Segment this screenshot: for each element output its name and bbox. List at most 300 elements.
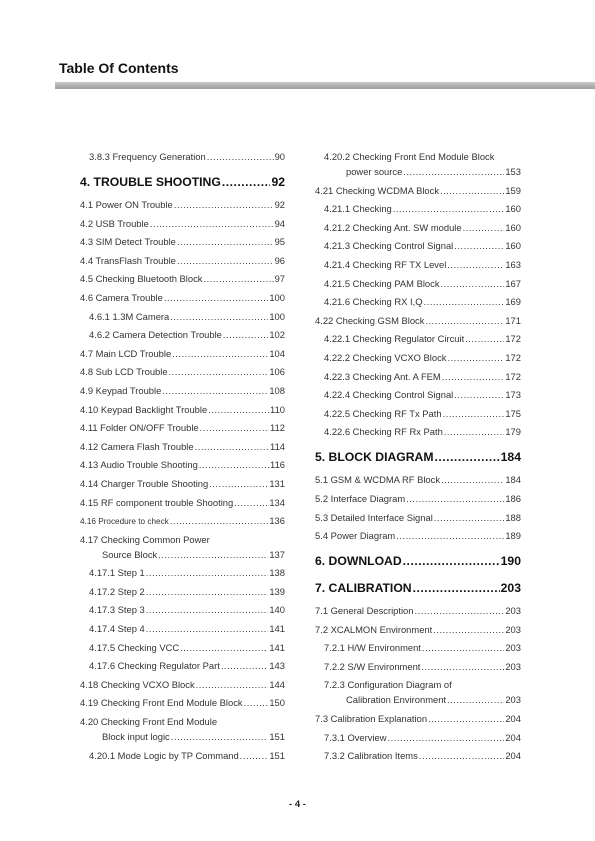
toc-entry-page: 137 [269, 548, 285, 560]
toc-entry-label: 7.3 Calibration Explanation [315, 713, 428, 725]
toc-entry[interactable] [80, 311, 285, 322]
toc-entry[interactable] [315, 315, 521, 326]
toc-entry-label: 4.21 Checking WCDMA Block [315, 184, 440, 196]
toc-entry-page: 188 [505, 511, 521, 523]
toc-entry-label: 4.6.2 Camera Detection Trouble [89, 329, 222, 341]
toc-entry-line [324, 203, 521, 214]
toc-entry-line [89, 660, 285, 671]
toc-entry-label: 4.6 Camera Trouble [80, 291, 163, 303]
dot-leader [413, 581, 500, 595]
toc-entry-line [315, 581, 521, 595]
toc-entry-page: 172 [505, 351, 521, 363]
toc-entry-label: 4.7 Main LCD Trouble [80, 347, 172, 359]
toc-entry-label: 4.17.3 Step 3 [89, 604, 145, 616]
toc-entry-line [315, 624, 521, 635]
dot-leader [444, 426, 505, 437]
toc-entry-label-continued: Calibration Environment [346, 694, 447, 706]
dot-leader [447, 259, 504, 270]
toc-entry-line [80, 731, 285, 742]
toc-entry[interactable] [80, 478, 285, 489]
toc-entry[interactable] [315, 605, 521, 616]
toc-entry-line [80, 199, 285, 210]
toc-entry-page: 143 [269, 660, 285, 672]
toc-entry-label: 4.20.1 Mode Logic by TP Command [89, 749, 239, 761]
toc-entry-page: 131 [269, 477, 285, 489]
toc-entry-line [80, 348, 285, 359]
dot-leader [203, 273, 273, 284]
toc-entry[interactable] [80, 716, 285, 742]
dot-leader [425, 315, 504, 326]
toc-entry-line [315, 493, 521, 504]
toc-entry-page: 134 [269, 496, 285, 508]
toc-entry-line [80, 697, 285, 708]
toc-entry-label: 5. BLOCK DIAGRAM [315, 450, 434, 465]
toc-entry[interactable] [80, 586, 285, 597]
toc-entry-page: 96 [274, 254, 285, 266]
toc-entry-label: 4.10 Keypad Backlight Trouble [80, 403, 208, 415]
toc-entry-label: 7.1 General Description [315, 605, 414, 617]
dot-leader [422, 642, 504, 653]
toc-entry[interactable] [315, 151, 521, 177]
toc-entry-page: 150 [269, 697, 285, 709]
toc-entry[interactable] [80, 218, 285, 229]
toc-entry-page: 167 [505, 277, 521, 289]
toc-entry[interactable] [315, 389, 521, 400]
toc-entry-line [80, 236, 285, 247]
toc-entry[interactable] [315, 642, 521, 653]
toc-entry-page: 116 [270, 459, 285, 471]
toc-entry[interactable] [80, 175, 285, 189]
toc-entry-page: 153 [505, 166, 521, 177]
toc-entry-page: 203 [505, 623, 521, 635]
toc-entry[interactable] [315, 474, 521, 485]
dot-leader [207, 151, 274, 162]
dot-leader [180, 642, 268, 653]
toc-entry-page: 100 [269, 310, 285, 322]
dot-leader [146, 567, 269, 578]
dot-leader [209, 478, 268, 489]
dot-leader [447, 352, 504, 363]
toc-entry[interactable] [315, 512, 521, 523]
dot-leader [150, 218, 274, 229]
dot-leader [146, 604, 269, 615]
toc-entry-label: 4.21.6 Checking RX I,Q [324, 296, 423, 308]
toc-entry[interactable] [80, 623, 285, 634]
toc-entry-line [324, 166, 521, 177]
toc-entry-line [324, 661, 521, 672]
toc-entry-label: 4.21.3 Checking Control Signal [324, 240, 454, 252]
toc-entry-line [80, 385, 285, 396]
toc-entry-label: 5.4 Power Diagram [315, 530, 396, 542]
dot-leader [454, 389, 504, 400]
page-title: Table Of Contents [59, 60, 179, 76]
toc-entry-label: 4.22.4 Checking Control Signal [324, 389, 454, 401]
header-rule [55, 82, 595, 89]
toc-entry[interactable] [315, 352, 521, 363]
toc-entry[interactable] [80, 404, 285, 415]
toc-entry-label: 4.22.2 Checking VCXO Block [324, 351, 447, 363]
toc-entry-label: 4.5 Checking Bluetooth Block [80, 273, 203, 285]
toc-entry-page: 92 [274, 199, 285, 210]
toc-entry[interactable] [315, 259, 521, 270]
toc-entry-label: 4.20.2 Checking Front End Module Block [324, 151, 495, 162]
toc-entry[interactable] [80, 697, 285, 708]
toc-entry-label: 4.21.1 Checking [324, 203, 392, 215]
toc-entry-line [89, 623, 285, 634]
toc-entry-page: 94 [274, 217, 285, 229]
toc-entry-label: 7.2.1 H/W Environment [324, 642, 421, 654]
toc-entry-label: 4.16 Procedure to check [80, 517, 169, 527]
toc-entry[interactable] [315, 450, 521, 464]
toc-entry[interactable] [80, 497, 285, 508]
dot-leader [223, 329, 268, 340]
toc-entry-page: 203 [505, 605, 521, 617]
toc-entry-label: 4.2 USB Trouble [80, 217, 149, 229]
toc-entry-line [315, 474, 521, 485]
dot-leader [396, 530, 504, 541]
toc-entry-label-continued: power source [346, 166, 403, 177]
toc-entry-label: 4.17.5 Checking VCC [89, 641, 180, 653]
toc-entry-label: 4.12 Camera Flash Trouble [80, 440, 194, 452]
toc-entry[interactable] [80, 660, 285, 671]
toc-entry-page: 172 [505, 333, 521, 345]
toc-entry[interactable] [80, 604, 285, 615]
dot-leader [441, 474, 504, 485]
toc-entry-line [324, 750, 521, 761]
toc-entry-line [80, 515, 285, 526]
toc-entry-page: 112 [270, 422, 285, 434]
toc-entry[interactable] [315, 679, 521, 705]
toc-entry-page: 172 [505, 370, 521, 382]
toc-entry-label: 4.4 TransFlash Trouble [80, 254, 176, 266]
toc-entry-label: 4.22.6 Checking RF Rx Path [324, 426, 443, 438]
toc-entry-line [80, 441, 285, 452]
toc-entry-line [80, 366, 285, 377]
toc-entry-page: 159 [505, 184, 521, 196]
toc-entry-page: 204 [505, 713, 521, 725]
toc-entry-page: 141 [269, 623, 285, 635]
dot-leader [222, 175, 271, 189]
toc-entry-page: 106 [269, 366, 285, 378]
toc-entry-line [315, 530, 521, 541]
dot-leader [433, 624, 504, 635]
toc-entry-line [324, 389, 521, 400]
toc-entry-page: 139 [269, 585, 285, 597]
toc-entry-label: 4.22 Checking GSM Block [315, 314, 425, 326]
toc-entry[interactable] [315, 408, 521, 419]
dot-leader [440, 185, 504, 196]
dot-leader [170, 515, 269, 526]
toc-entry-label: 4.17 Checking Common Power [80, 533, 210, 545]
toc-entry-line [80, 534, 285, 545]
dot-leader [435, 450, 500, 464]
toc-entry-label: 4. TROUBLE SHOOTING [80, 175, 221, 189]
dot-leader [177, 255, 274, 266]
toc-entry-line [324, 222, 521, 233]
toc-entry[interactable] [80, 441, 285, 452]
toc-entry-page: 175 [505, 407, 521, 419]
toc-entry-line [324, 642, 521, 653]
toc-entry[interactable] [315, 530, 521, 541]
toc-entry[interactable] [80, 292, 285, 303]
toc-entry[interactable] [315, 222, 521, 233]
dot-leader [240, 750, 269, 761]
toc-entry[interactable] [80, 534, 285, 560]
toc-entry-line [324, 333, 521, 344]
dot-leader [244, 697, 269, 708]
toc-entry-line [324, 426, 521, 437]
toc-entry[interactable] [80, 750, 285, 761]
toc-entry[interactable] [315, 185, 521, 196]
dot-leader [419, 750, 505, 761]
toc-entry-page: 102 [269, 329, 285, 341]
toc-entry-line [80, 478, 285, 489]
toc-entry-page: 97 [274, 273, 285, 285]
toc-entry[interactable] [80, 329, 285, 340]
toc-entry-line [89, 567, 285, 578]
toc-entry-page: 203 [500, 581, 521, 596]
toc-entry-page: 140 [269, 604, 285, 616]
toc-entry[interactable] [315, 581, 521, 595]
toc-entry[interactable] [315, 278, 521, 289]
toc-entry[interactable] [315, 732, 521, 743]
toc-entry-label: 4.21.2 Checking Ant. SW module [324, 221, 462, 233]
toc-entry-line [324, 151, 521, 162]
dot-leader [162, 385, 268, 396]
toc-entry-label: 4.15 RF component trouble Shooting [80, 496, 234, 508]
toc-entry-page: 173 [505, 389, 521, 401]
toc-entry-line [315, 450, 521, 464]
toc-entry-line [80, 549, 285, 560]
toc-entry-line [315, 512, 521, 523]
toc-entry-label: 4.8 Sub LCD Trouble [80, 366, 168, 378]
dot-leader [465, 333, 504, 344]
toc-entry[interactable] [80, 273, 285, 284]
toc-entry[interactable] [315, 426, 521, 437]
toc-entry[interactable] [80, 515, 285, 526]
toc-entry-line [89, 750, 285, 761]
toc-entry-page: 104 [269, 347, 285, 359]
toc-entry-line [80, 273, 285, 284]
toc-entry[interactable] [315, 750, 521, 761]
toc-entry-label: 4.6.1 1.3M Camera [89, 310, 170, 322]
dot-leader [146, 586, 269, 597]
toc-entry-label: 4.21.5 Checking PAM Block [324, 277, 440, 289]
toc-entry-label: 3.8.3 Frequency Generation [89, 151, 206, 162]
dot-leader [158, 549, 268, 560]
dot-leader [434, 512, 505, 523]
toc-entry[interactable] [315, 203, 521, 214]
toc-entry[interactable] [80, 642, 285, 653]
dot-leader [424, 296, 505, 307]
toc-entry-page: 144 [269, 678, 285, 690]
toc-entry[interactable] [80, 255, 285, 266]
toc-entry-label: 7.2 XCALMON Environment [315, 623, 433, 635]
toc-column-right [315, 151, 521, 769]
dot-leader [208, 404, 269, 415]
toc-entry-label: 6. DOWNLOAD [315, 554, 402, 569]
toc-entry-line [89, 604, 285, 615]
dot-leader [221, 660, 269, 671]
toc-entry-line [89, 151, 285, 162]
dot-leader [200, 422, 269, 433]
dot-leader [447, 694, 504, 705]
toc-entry-page: 184 [505, 474, 521, 486]
toc-entry-page: 203 [505, 694, 521, 706]
toc-entry-label-continued: Block input logic [102, 731, 170, 743]
toc-entry-page: 169 [505, 296, 521, 308]
toc-entry-page: 160 [505, 203, 521, 215]
dot-leader [393, 203, 505, 214]
toc-entry-label: 4.17.6 Checking Regulator Part [89, 660, 220, 672]
toc-entry-line [89, 329, 285, 340]
dot-leader [195, 441, 269, 452]
toc-entry[interactable] [315, 296, 521, 307]
toc-entry-label: 4.22.1 Checking Regulator Circuit [324, 333, 465, 345]
toc-entry[interactable] [315, 371, 521, 382]
toc-entry-line [89, 311, 285, 322]
toc-entry-page: 190 [500, 554, 521, 569]
toc-entry-label: 4.20 Checking Front End Module [80, 716, 218, 728]
toc-entry-line [315, 185, 521, 196]
dot-leader [169, 366, 269, 377]
toc-entry[interactable] [315, 240, 521, 251]
toc-entry-line [80, 255, 285, 266]
toc-entry[interactable] [80, 151, 285, 162]
toc-entry[interactable] [80, 385, 285, 396]
dot-leader [196, 679, 269, 690]
toc-entry-label: 4.22.3 Checking Ant. A FEM [324, 370, 441, 382]
toc-entry-line [315, 315, 521, 326]
toc-entry-page: 163 [505, 258, 521, 270]
toc-column-left [80, 151, 285, 768]
toc-entry-page: 138 [269, 567, 285, 579]
dot-leader [403, 554, 500, 568]
toc-entry-label: 7.3.2 Calibration Items [324, 750, 418, 762]
toc-entry-line [80, 716, 285, 727]
toc-entry-label: 5.3 Detailed Interface Signal [315, 511, 433, 523]
toc-entry-label: 4.9 Keypad Trouble [80, 384, 162, 396]
toc-entry-page: 184 [500, 450, 521, 465]
toc-entry-line [324, 259, 521, 270]
dot-leader [428, 713, 504, 724]
dot-leader [388, 732, 505, 743]
dot-leader [441, 278, 505, 289]
toc-entry-label: 5.1 GSM & WCDMA RF Block [315, 474, 441, 486]
toc-entry-page: 92 [271, 175, 285, 189]
toc-entry-page: 179 [505, 426, 521, 438]
toc-entry-line [80, 679, 285, 690]
toc-entry[interactable] [80, 459, 285, 470]
toc-entry[interactable] [80, 199, 285, 210]
toc-entry[interactable] [315, 554, 521, 568]
dot-leader [199, 459, 269, 470]
dot-leader [146, 623, 269, 634]
toc-entry-label: 7.2.3 Configuration Diagram of [324, 679, 452, 691]
dot-leader [406, 493, 504, 504]
dot-leader [454, 240, 504, 251]
toc-entry-label: 4.17.1 Step 1 [89, 567, 145, 579]
toc-entry-line [324, 732, 521, 743]
toc-entry-page: 160 [505, 221, 521, 233]
toc-entry-label: 4.14 Charger Trouble Shooting [80, 477, 209, 489]
toc-entry-page: 204 [505, 750, 521, 762]
toc-entry[interactable] [315, 661, 521, 672]
toc-entry-page: 186 [505, 492, 521, 504]
toc-entry-page: 171 [505, 314, 521, 326]
dot-leader [443, 408, 505, 419]
toc-entry-label: 4.18 Checking VCXO Block [80, 678, 195, 690]
toc-entry-line [324, 352, 521, 363]
dot-leader [172, 348, 268, 359]
toc-entry-page: 100 [269, 291, 285, 303]
toc-entry-label: 4.19 Checking Front End Module Block [80, 697, 243, 709]
toc-entry[interactable] [80, 348, 285, 359]
toc-entry-page: 204 [505, 731, 521, 743]
toc-entry-line [324, 240, 521, 251]
toc-entry-line [315, 713, 521, 724]
toc-entry-line [324, 679, 521, 690]
toc-entry-page: 151 [269, 749, 285, 761]
dot-leader [421, 661, 504, 672]
toc-entry[interactable] [315, 713, 521, 724]
toc-entry-line [324, 371, 521, 382]
toc-entry-page: 160 [505, 240, 521, 252]
toc-entry-line [315, 554, 521, 568]
toc-entry[interactable] [80, 236, 285, 247]
toc-entry-line [80, 422, 285, 433]
toc-entry-page: 114 [270, 440, 285, 452]
toc-entry-page: 151 [269, 731, 285, 743]
toc-entry-label: 4.17.2 Step 2 [89, 585, 145, 597]
toc-entry-page: 141 [269, 641, 285, 653]
toc-entry-line [324, 694, 521, 705]
toc-entry[interactable] [80, 366, 285, 377]
toc-entry-line [324, 296, 521, 307]
toc-entry-line [80, 292, 285, 303]
toc-entry-label: 5.2 Interface Diagram [315, 492, 406, 504]
toc-entry[interactable] [80, 679, 285, 690]
toc-entry[interactable] [80, 422, 285, 433]
toc-entry[interactable] [315, 333, 521, 344]
toc-entry-page: 189 [505, 530, 521, 542]
toc-entry[interactable] [80, 567, 285, 578]
toc-entry-line [80, 218, 285, 229]
toc-entry-line [80, 175, 285, 189]
toc-entry-line [89, 586, 285, 597]
dot-leader [170, 311, 268, 322]
toc-entry-label: 4.1 Power ON Trouble [80, 199, 173, 210]
toc-entry-line [80, 459, 285, 470]
toc-entry-label: 4.13 Audio Trouble Shooting [80, 459, 198, 471]
toc-entry-page: 203 [505, 660, 521, 672]
toc-entry-label: 4.3 SIM Detect Trouble [80, 236, 176, 248]
toc-entry-label: 4.11 Folder ON/OFF Trouble [80, 422, 199, 434]
dot-leader [463, 222, 505, 233]
toc-entry-line [80, 404, 285, 415]
toc-entry-label: 4.22.5 Checking RF Tx Path [324, 407, 442, 419]
toc-entry[interactable] [315, 624, 521, 635]
toc-entry-line [324, 278, 521, 289]
toc-entry-line [89, 642, 285, 653]
page-number: - 4 - [289, 799, 306, 810]
dot-leader [164, 292, 268, 303]
toc-entry[interactable] [315, 493, 521, 504]
dot-leader [171, 731, 269, 742]
toc-entry-page: 90 [274, 151, 285, 162]
toc-entry-page: 136 [269, 515, 285, 527]
dot-leader [442, 371, 505, 382]
